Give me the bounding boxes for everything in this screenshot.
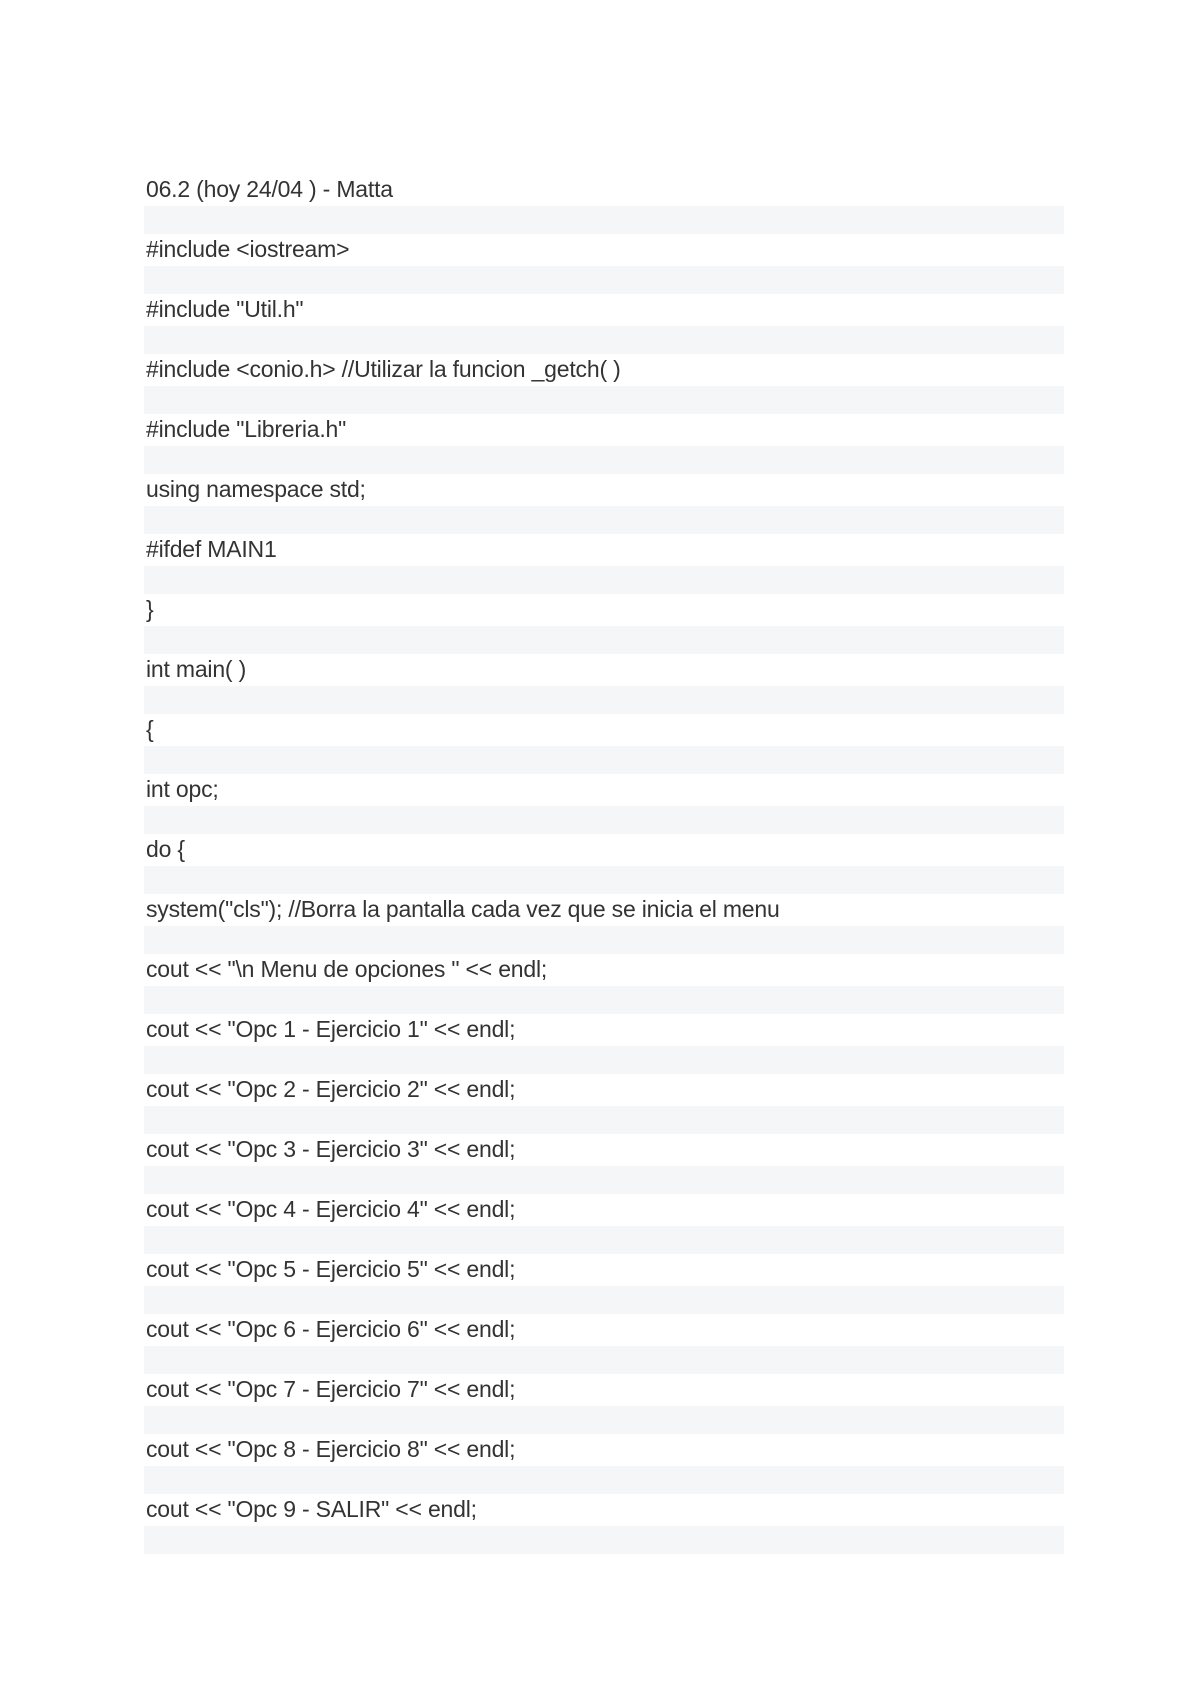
line-separator-band	[144, 446, 1064, 474]
code-line	[144, 1192, 1064, 1252]
line-separator-band	[144, 986, 1064, 1014]
line-separator-band	[144, 326, 1064, 354]
code-line	[144, 892, 1064, 952]
code-line	[144, 292, 1064, 352]
document-title: 06.2 (hoy 24/04 ) - Matta	[146, 176, 393, 202]
line-separator-band	[144, 1226, 1064, 1254]
code-line	[144, 952, 1064, 1012]
line-separator-band	[144, 206, 1064, 234]
code-line-text: cout << "\n Menu de opciones " << endl;	[146, 956, 548, 982]
code-line	[144, 472, 1064, 532]
code-line-text: cout << "Opc 2 - Ejercicio 2" << endl;	[146, 1076, 516, 1102]
code-line-text: #include <iostream>	[146, 236, 350, 262]
code-line	[144, 592, 1064, 652]
code-line	[144, 832, 1064, 892]
line-separator-band	[144, 806, 1064, 834]
code-line-text: #include "Util.h"	[146, 296, 304, 322]
line-separator-band	[144, 1286, 1064, 1314]
code-line-text: {	[146, 716, 154, 742]
code-line	[144, 412, 1064, 472]
code-line	[144, 772, 1064, 832]
line-separator-band	[144, 1166, 1064, 1194]
code-line	[144, 1312, 1064, 1372]
code-line-text: do {	[146, 836, 185, 862]
code-line	[144, 1132, 1064, 1192]
line-separator-band	[144, 386, 1064, 414]
code-line	[144, 652, 1064, 712]
line-separator-band	[144, 1466, 1064, 1494]
code-listing	[144, 172, 1064, 1552]
code-line-text: cout << "Opc 9 - SALIR" << endl;	[146, 1496, 477, 1522]
line-separator-band	[144, 866, 1064, 894]
code-line-text: cout << "Opc 5 - Ejercicio 5" << endl;	[146, 1256, 516, 1282]
code-line-text: cout << "Opc 6 - Ejercicio 6" << endl;	[146, 1316, 516, 1342]
code-line-text: int main( )	[146, 656, 247, 682]
line-separator-band	[144, 506, 1064, 534]
line-separator-band	[144, 686, 1064, 714]
line-separator-band	[144, 1526, 1064, 1554]
code-line-text: #ifdef MAIN1	[146, 536, 277, 562]
code-line	[144, 532, 1064, 592]
line-separator-band	[144, 926, 1064, 954]
line-separator-band	[144, 746, 1064, 774]
line-separator-band	[144, 1106, 1064, 1134]
code-line-text: system("cls"); //Borra la pantalla cada vez que se inicia el menu	[146, 896, 780, 922]
line-separator-band	[144, 626, 1064, 654]
line-separator-band	[144, 1046, 1064, 1074]
line-separator-band	[144, 566, 1064, 594]
code-line	[144, 1012, 1064, 1072]
code-line-text: cout << "Opc 3 - Ejercicio 3" << endl;	[146, 1136, 516, 1162]
code-line-text: cout << "Opc 1 - Ejercicio 1" << endl;	[146, 1016, 516, 1042]
code-line	[144, 352, 1064, 412]
document-title-line	[144, 172, 1064, 232]
code-line-text: cout << "Opc 7 - Ejercicio 7" << endl;	[146, 1376, 516, 1402]
code-line-text: int opc;	[146, 776, 219, 802]
code-line-text: #include <conio.h> //Utilizar la funcion _getch( )	[146, 356, 621, 382]
code-line-text: #include "Libreria.h"	[146, 416, 347, 442]
code-line-text: cout << "Opc 4 - Ejercicio 4" << endl;	[146, 1196, 516, 1222]
code-line-text: }	[146, 596, 154, 622]
code-line-text: using namespace std;	[146, 476, 366, 502]
code-line	[144, 712, 1064, 772]
line-separator-band	[144, 1406, 1064, 1434]
line-separator-band	[144, 266, 1064, 294]
code-line	[144, 1492, 1064, 1552]
code-line	[144, 1252, 1064, 1312]
code-line	[144, 1372, 1064, 1432]
line-separator-band	[144, 1346, 1064, 1374]
code-line	[144, 1432, 1064, 1492]
code-line	[144, 232, 1064, 292]
code-line	[144, 1072, 1064, 1132]
code-line-text: cout << "Opc 8 - Ejercicio 8" << endl;	[146, 1436, 516, 1462]
